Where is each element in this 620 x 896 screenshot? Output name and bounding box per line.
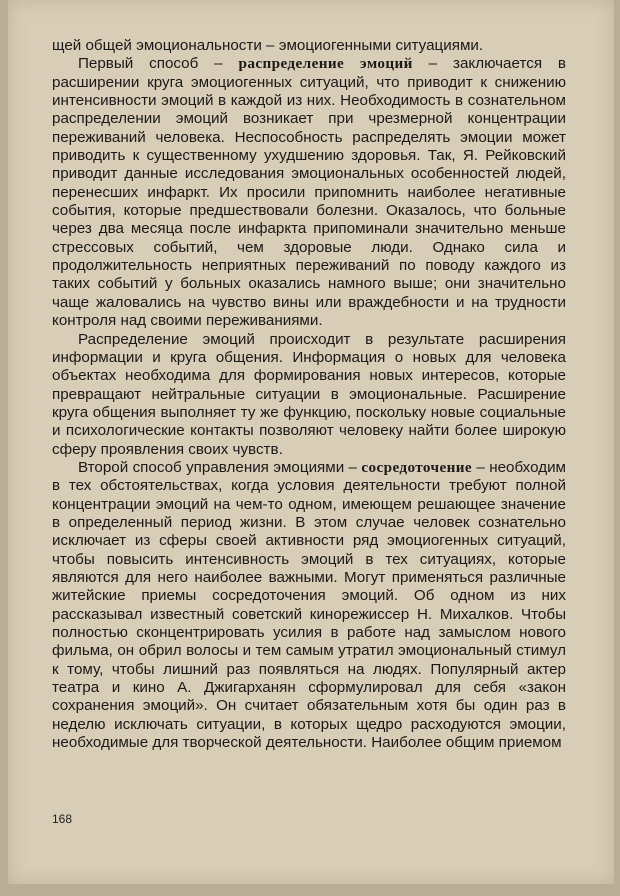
paragraph-2 [52, 55, 566, 330]
book-page [8, 0, 614, 884]
paragraph-1-text: щей общей эмоциональности – эмоциогенными ситуациями. [52, 37, 484, 54]
term-distribution: распределение эмоций [238, 55, 413, 73]
paragraph-4-text-start: Второй способ управления эмоциями – [78, 458, 362, 476]
body-text [52, 37, 566, 752]
paragraph-4-text-rest: – необходим в тех обстоятельствах, когда условия деятельности требуют полной концентрации эмоций на чем-то одном, имеющем решающее значение в определенный период жизни. В этом случае человек сознательно исключает из сферы своей активности ряд эмоциогенных ситуаций, чтобы повысить интенсивность эмоций в тех ситуациях, которые являются для него наиболее важными. Могут применяться различные житейские приемы сосредоточения эмоций. Об одном из них рассказывал известный советский кинорежиссер Н. Михалков. Чтобы полностью сконцентрировать усилия в работе над замыслом нового фильма, он обрил волосы и тем самым утратил эмоциональный стимул к тому, чтобы лишний раз появляться на людях. Популярный актер театра и кино А. Джигарханян сформулировал для себя «закон сохранения эмоций». Он считает обязательным хотя бы один раз в неделю исключать ситуации, в которых щедро расходуются эмоции, необходимые для творческой деятельности. Наиболее общим приемом [52, 458, 566, 752]
paragraph-3-text: Распределение эмоций происходит в результате расширения информации и круга общения. Информация о новых для человека объектах необходима для формирования новых интересов, которые превращают нейтральные ситуации в эмоциональные. Расширение круга общения выполняет ту же функцию, поскольку новые социальные и психологические контакты позволяют человеку найти более широкую сферу проявления своих чувств. [52, 330, 566, 458]
paragraph-2-text-rest: – заключается в расширении круга эмоциогенных ситуаций, что приводит к снижению интенсивности эмоций в каждой из них. Необходимость в сознательном распределении эмоций возникает при чрезмерной концентрации переживаний человека. Неспособность распределять эмоции может приводить к существенному ухудшению здоровья. Так, Я. Рейковский приводит данные исследования эмоциональных особенностей людей, перенесших инфаркт. Их просили припомнить наиболее негативные события, которые предшествовали болезни. Оказалось, что больные через два месяца после инфаркта припоминали значительно меньше стрессовых событий, чем здоровые люди. Однако сила и продолжительность неприятных переживаний по поводу каждого из таких событий у больных оказались намного выше; они значительно чаще жаловались на чувство вины или враждебности и на трудности контроля над своими переживаниями. [52, 55, 566, 330]
paragraph-4 [52, 459, 566, 753]
page-number: 168 [52, 812, 73, 826]
paragraph-2-text-start: Первый способ – [78, 55, 239, 73]
term-concentration: сосредоточение [361, 458, 473, 476]
paragraph-1 [52, 37, 566, 55]
paragraph-3 [52, 331, 566, 459]
